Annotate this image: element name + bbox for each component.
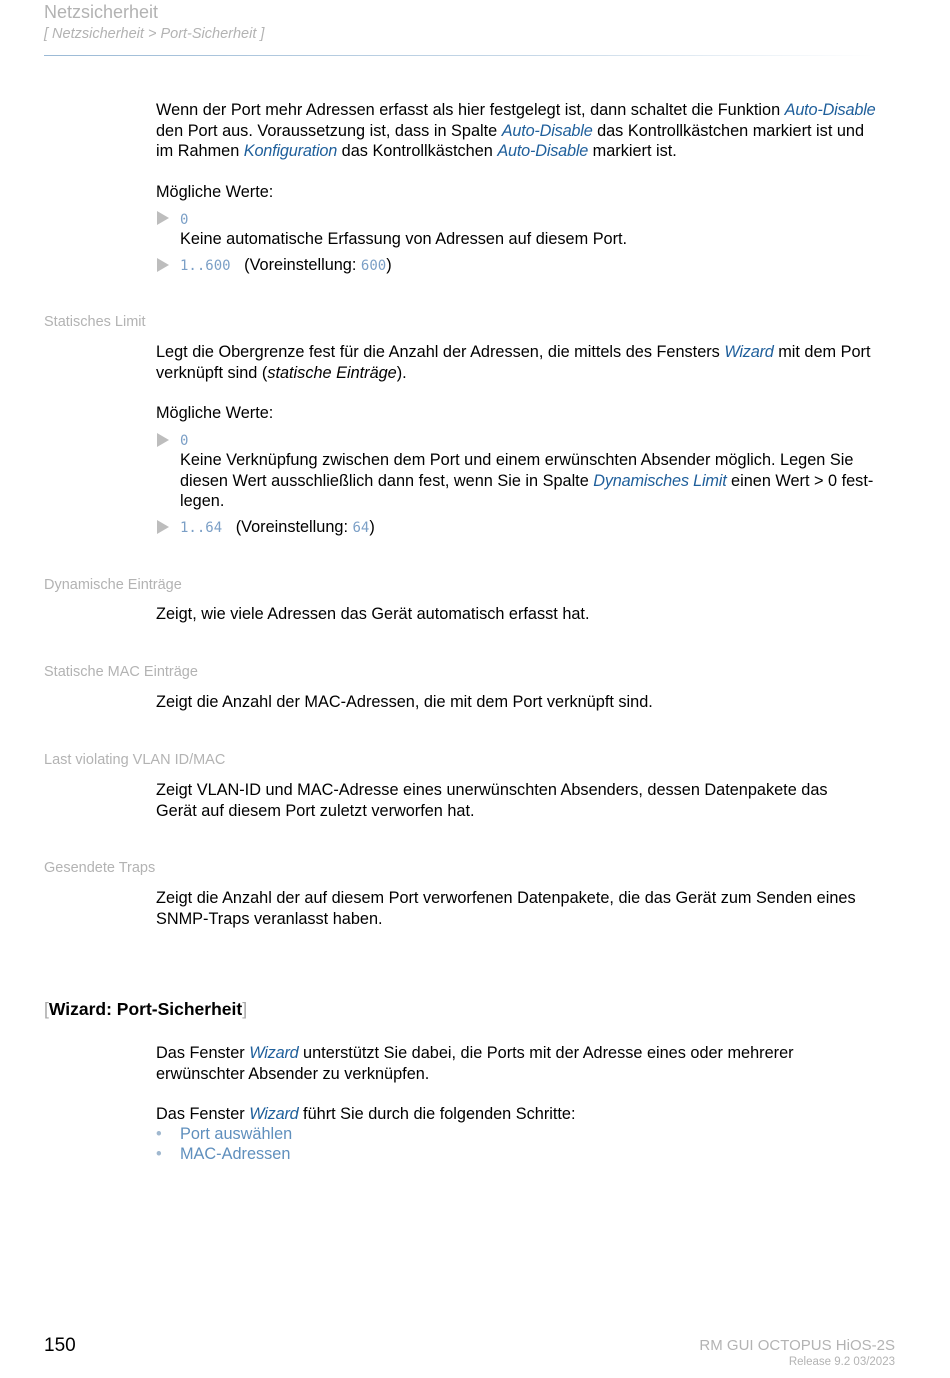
default-value: 64 (352, 520, 370, 536)
triangle-bullet-icon (157, 211, 169, 225)
list-bullet: • (156, 1145, 162, 1163)
text: (Voreinstellung: (244, 256, 361, 274)
value-code: 1..64 (180, 520, 223, 536)
text: unterstützt Sie dabei, die Ports mit der Adresse eines oder mehrerer (298, 1044, 794, 1062)
text: einen Wert > 0 fest- (726, 471, 874, 490)
ui-term-wizard: Wizard (249, 1044, 299, 1062)
text: den Port aus. Voraussetzung ist, dass in Spalte (156, 121, 502, 140)
page-number: 150 (44, 1335, 76, 1356)
text: Gerät auf diesem Port zuletzt verworfen hat. (156, 801, 475, 820)
triangle-bullet-icon (157, 258, 169, 272)
wizard-paragraph (156, 1043, 898, 1084)
text: legen. (180, 492, 225, 510)
chapter-title: Netzsicherheit (44, 2, 159, 22)
param-label-gesendete-traps: Gesendete Traps (44, 860, 156, 876)
text: Keine Verknüpfung zwischen dem Port und einem erwünschten Absender möglich. Legen Sie (180, 451, 854, 469)
text: mit dem Port (773, 343, 871, 361)
link-port-auswaehlen[interactable]: Port auswählen (180, 1125, 293, 1143)
param-description (156, 780, 898, 821)
value-code: 1..600 (180, 258, 231, 274)
text: das Kontrollkästchen markiert ist und (592, 121, 865, 140)
param-description: Zeigt, wie viele Adressen das Gerät automatisch erfasst hat. (156, 605, 590, 623)
text: SNMP-Traps veranlasst haben. (156, 909, 383, 928)
text: das Kontrollkästchen (337, 142, 498, 160)
text: ) (369, 518, 375, 536)
text: im Rahmen (156, 142, 244, 160)
param-description (156, 342, 898, 383)
text: verknüpft sind ( (156, 363, 268, 382)
text: Zeigt die Anzahl der auf diesem Port verworfenen Datenpakete, die das Gerät zum Senden eines (156, 889, 856, 907)
param-label-statisches-limit: Statisches Limit (44, 314, 146, 330)
text: (Voreinstellung: (235, 518, 353, 536)
text: erwünschter Absender zu verknüpfen. (156, 1064, 430, 1083)
intro-paragraph (156, 100, 898, 162)
param-label-last-violating: Last violating VLAN ID/MAC (44, 752, 226, 768)
text: ). (396, 363, 407, 382)
text: führt Sie durch die folgenden Schritte: (298, 1105, 576, 1123)
ui-term-wizard: Wizard (724, 343, 774, 361)
text: Wenn der Port mehr Adressen erfasst als hier festgelegt ist, dann schaltet die Funktion (156, 101, 785, 119)
list-bullet: • (156, 1125, 162, 1143)
possible-values-label: Mögliche Werte: (156, 183, 274, 201)
document-title: RM GUI OCTOPUS HiOS-2S (699, 1337, 895, 1354)
emphasis: statische Einträge (267, 363, 397, 382)
triangle-bullet-icon (157, 433, 169, 447)
ui-term-wizard: Wizard (249, 1105, 299, 1123)
ui-term-auto-disable: Auto-Disable (497, 142, 589, 160)
bracket: [ (44, 999, 49, 1019)
param-label-statische-mac-eintraege: Statische MAC Einträge (44, 664, 198, 680)
value-range (180, 517, 375, 538)
value-description: Keine automatische Erfassung von Adressen auf diesem Port. (180, 230, 628, 248)
value-description (180, 450, 898, 512)
header-divider (44, 55, 874, 56)
value-range (180, 255, 392, 276)
release-info: Release 9.2 03/2023 (788, 1356, 895, 1368)
param-description: Zeigt die Anzahl der MAC-Adressen, die mit dem Port verknüpft sind. (156, 693, 653, 711)
text: Das Fenster (156, 1105, 250, 1123)
ui-term-konfiguration: Konfiguration (243, 142, 338, 160)
text: markiert ist. (588, 142, 677, 160)
value-code: 0 (180, 212, 189, 228)
triangle-bullet-icon (157, 520, 169, 534)
ui-term-dynamisches-limit: Dynamisches Limit (593, 471, 727, 490)
link-mac-adressen[interactable]: MAC-Adressen (180, 1145, 291, 1163)
value-code: 0 (180, 433, 189, 449)
ui-term-auto-disable: Auto-Disable (501, 121, 593, 140)
wizard-steps-intro (156, 1104, 898, 1125)
param-description (156, 888, 898, 929)
text: diesen Wert ausschließlich dann fest, wenn Sie in Spalte (180, 471, 594, 490)
ui-term-auto-disable: Auto-Disable (784, 101, 876, 119)
section-title-text: Wizard: Port-Sicherheit (48, 999, 243, 1019)
param-label-dynamische-eintraege: Dynamische Einträge (44, 577, 182, 593)
possible-values-label: Mögliche Werte: (156, 404, 274, 422)
text: Legt die Obergrenze fest für die Anzahl der Adressen, die mittels des Fensters (156, 343, 725, 361)
text: Zeigt VLAN-ID und MAC-Adresse eines unerwünschten Absenders, dessen Datenpakete das (156, 781, 828, 799)
section-title (44, 999, 247, 1020)
text: ) (386, 256, 392, 274)
breadcrumb: [ Netzsicherheit > Port-Sicherheit ] (44, 26, 265, 42)
bracket: ] (242, 999, 248, 1019)
text: Das Fenster (156, 1044, 250, 1062)
default-value: 600 (360, 258, 387, 274)
